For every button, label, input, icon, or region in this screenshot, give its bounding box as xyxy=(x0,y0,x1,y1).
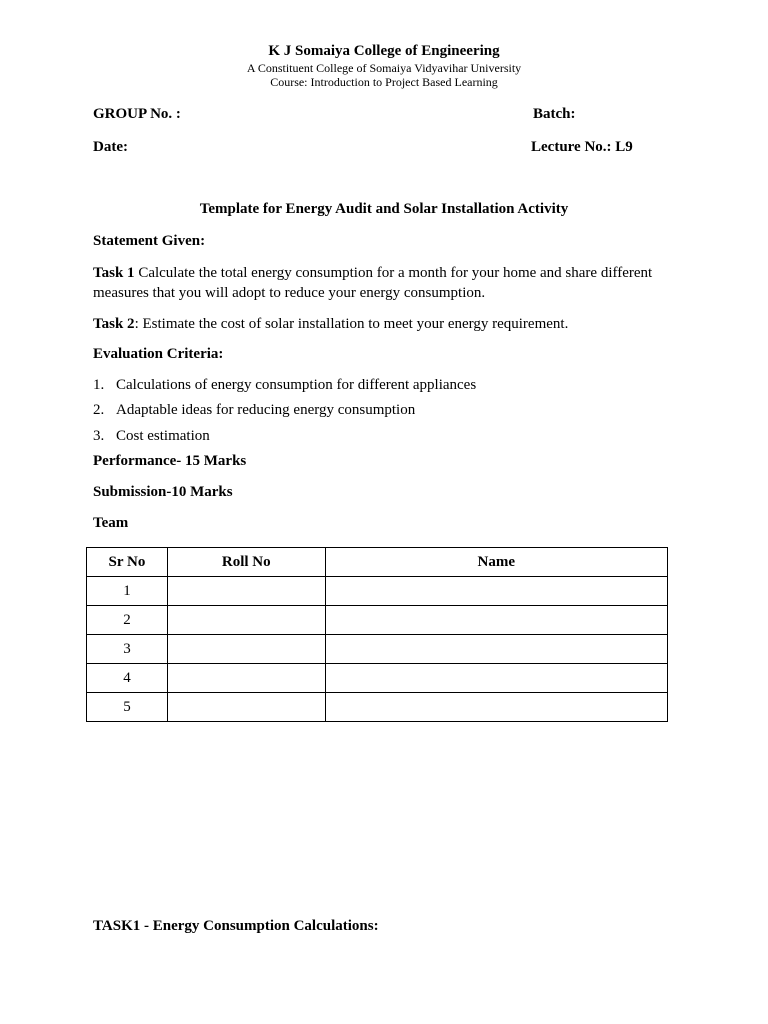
date-label: Date: xyxy=(93,139,128,155)
name-cell[interactable] xyxy=(325,693,667,722)
roll-no-cell[interactable] xyxy=(167,664,325,693)
column-header-sr-no: Sr No xyxy=(87,548,168,577)
table-row xyxy=(87,606,668,635)
name-cell[interactable] xyxy=(325,577,667,606)
college-name: K J Somaiya College of Engineering xyxy=(268,43,500,59)
roll-no-cell[interactable] xyxy=(167,606,325,635)
column-header-roll-no: Roll No xyxy=(167,548,325,577)
evaluation-item-number: 1. xyxy=(93,377,105,393)
task-2-label: Task 2 xyxy=(93,316,135,332)
roll-no-cell[interactable] xyxy=(167,635,325,664)
table-row xyxy=(87,635,668,664)
task-2-paragraph xyxy=(93,314,693,334)
template-title: Template for Energy Audit and Solar Installation Activity xyxy=(199,201,569,217)
evaluation-item xyxy=(93,428,210,445)
task-1-section-heading: TASK1 - Energy Consumption Calculations: xyxy=(93,918,379,934)
course-line: Course: Introduction to Project Based Learning xyxy=(270,75,498,89)
batch-label: Batch: xyxy=(533,106,576,122)
task-1-label: Task 1 xyxy=(93,265,135,281)
submission-marks: Submission-10 Marks xyxy=(93,484,233,500)
group-number-label: GROUP No. : xyxy=(93,106,181,122)
performance-marks: Performance- 15 Marks xyxy=(93,453,247,469)
roll-no-cell[interactable] xyxy=(167,693,325,722)
task-2-text: : Estimate the cost of solar installation to meet your energy requirement. xyxy=(134,316,569,332)
table-row xyxy=(87,693,668,722)
team-table-header-row xyxy=(87,548,668,577)
roll-no-cell[interactable] xyxy=(167,577,325,606)
table-row xyxy=(87,577,668,606)
evaluation-item xyxy=(93,402,415,419)
sr-no-cell: 4 xyxy=(87,664,168,693)
sr-no-cell: 1 xyxy=(87,577,168,606)
evaluation-item xyxy=(93,377,476,394)
task-1-text: Calculate the total energy consumption for a month for your home and share different measures that you will adopt to reduce your energy consumption. xyxy=(93,265,653,301)
team-table xyxy=(86,547,668,722)
table-row xyxy=(87,664,668,693)
evaluation-item-text: Adaptable ideas for reducing energy consumption xyxy=(116,402,416,418)
column-header-name: Name xyxy=(325,548,667,577)
evaluation-item-text: Cost estimation xyxy=(116,428,210,444)
constituent-line: A Constituent College of Somaiya Vidyavihar University xyxy=(246,61,522,75)
evaluation-item-number: 2. xyxy=(93,402,105,418)
team-heading: Team xyxy=(93,515,129,531)
evaluation-heading: Evaluation Criteria: xyxy=(93,346,224,362)
name-cell[interactable] xyxy=(325,606,667,635)
name-cell[interactable] xyxy=(325,664,667,693)
statement-heading: Statement Given: xyxy=(93,233,206,249)
name-cell[interactable] xyxy=(325,635,667,664)
sr-no-cell: 2 xyxy=(87,606,168,635)
task-1-paragraph xyxy=(93,263,693,303)
sr-no-cell: 3 xyxy=(87,635,168,664)
evaluation-item-number: 3. xyxy=(93,428,105,444)
lecture-number-label: Lecture No.: L9 xyxy=(531,139,633,155)
sr-no-cell: 5 xyxy=(87,693,168,722)
evaluation-item-text: Calculations of energy consumption for different appliances xyxy=(116,377,477,393)
